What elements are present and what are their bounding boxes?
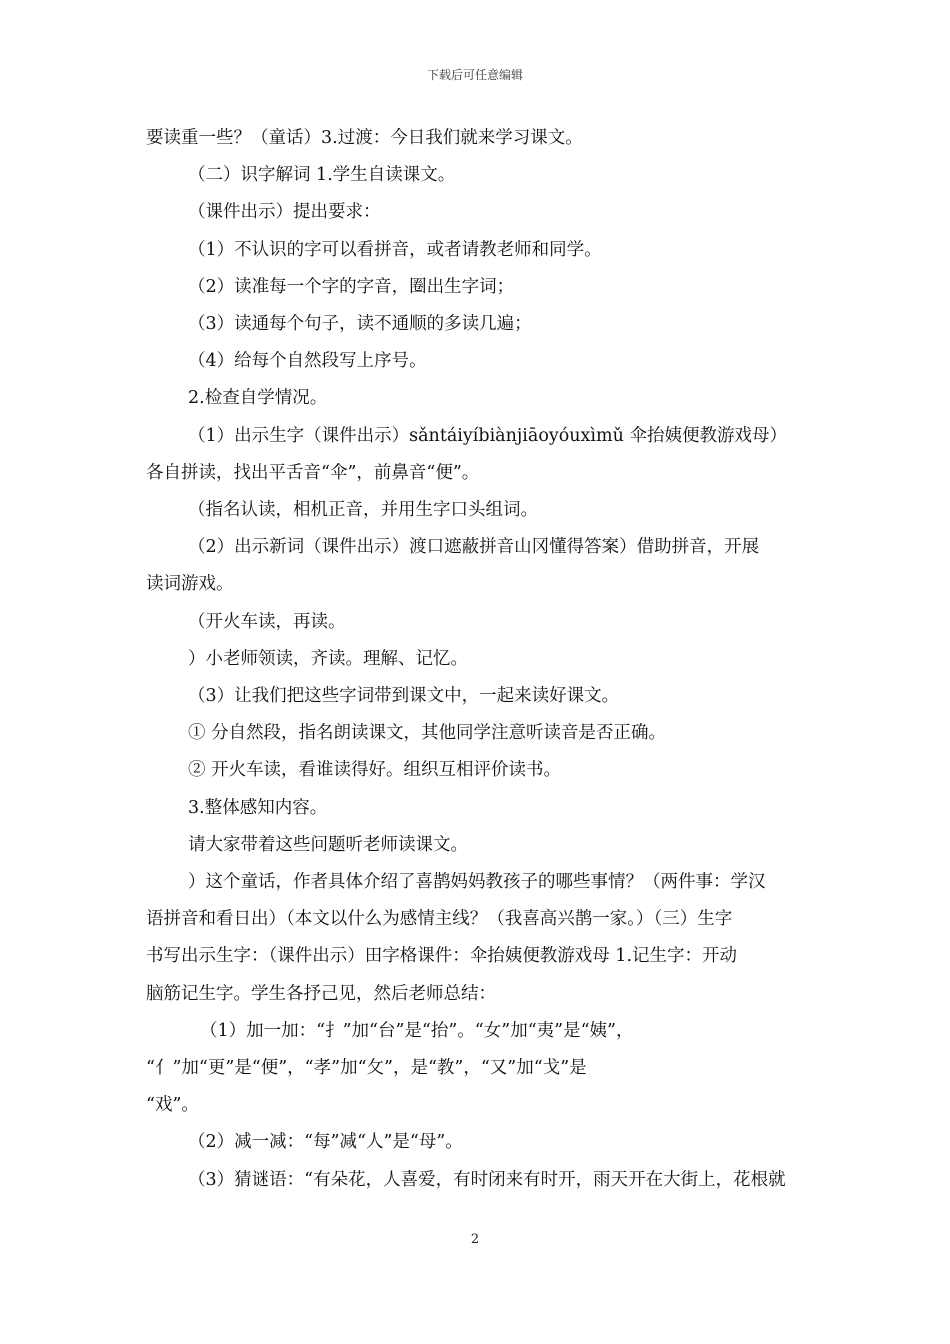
text-line: （2）减一减：“每”减“人”是“母”。: [188, 1132, 463, 1153]
document-body: [146, 120, 808, 1199]
text-line: “亻”加“更”是“便”，“孝”加“攵”，是“教”，“又”加“戈”是: [146, 1058, 587, 1079]
text-line: ② 开火车读，看谁读得好。组织互相评价读书。: [188, 760, 562, 781]
text-line: 读词游戏。: [146, 574, 234, 595]
text-line: ）这个童话，作者具体介绍了喜鹊妈妈教孩子的哪些事情？（两件事：学汉: [188, 872, 766, 893]
text-line: “戏”。: [146, 1095, 199, 1116]
text-line: （指名认读，相机正音，并用生字口头组词。: [188, 500, 538, 521]
text-line: 2.检查自学情况。: [188, 388, 328, 409]
page-header: 下载后可任意编辑: [426, 68, 523, 82]
text-line: 各自拼读，找出平舌音“伞”，前鼻音“便”。: [146, 462, 480, 483]
text-line: （1）加一加：“扌”加“台”是“抬”。“女”加“夷”是“姨”，: [200, 1020, 634, 1041]
text-line: （3）猜谜语：“有朵花，人喜爱，有时闭来有时开，雨天开在大街上，花根就: [188, 1169, 786, 1190]
text-line: （1）不认识的字可以看拼音，或者请教老师和同学。: [188, 239, 602, 260]
text-line: ）小老师领读，齐读。理解、记忆。: [188, 648, 468, 669]
text-line: 3.整体感知内容。: [188, 797, 328, 818]
text-line: 语拼音和看日出）（本文以什么为感情主线？（我喜高兴鹊一家。）（三）生字: [146, 909, 733, 930]
text-line: （开火车读，再读。: [188, 611, 346, 632]
text-line: （2）读准每一个字的字音，圈出生字词；: [188, 276, 515, 297]
text-line: （1）出示生字（课件出示）sǎntáiyíbiànjiāoyóuxìmǔ 伞抬姨便教游戏母）: [188, 425, 787, 446]
text-line: ① 分自然段，指名朗读课文，其他同学注意听读音是否正确。: [188, 723, 667, 744]
text-line: （2）出示新词（课件出示）渡口遮蔽拼音山冈懂得答案）借助拼音，开展: [188, 537, 760, 558]
text-line: 请大家带着这些问题听老师读课文。: [188, 834, 468, 855]
text-line: （3）让我们把这些字词带到课文中，一起来读好课文。: [188, 686, 620, 707]
text-line: 书写出示生字：（课件出示）田字格课件：伞抬姨便教游戏母 1.记生字：开动: [146, 946, 738, 967]
page-number: 2: [470, 1232, 480, 1247]
text-line: （3）读通每个句子，读不通顺的多读几遍；: [188, 314, 532, 335]
text-line: （课件出示）提出要求：: [188, 202, 381, 223]
text-line: （二）识字解词 1.学生自读课文。: [188, 165, 456, 186]
text-line: 脑筋记生字。学生各抒己见，然后老师总结：: [146, 983, 496, 1004]
text-line: （4）给每个自然段写上序号。: [188, 351, 427, 372]
text-line: 要读重一些？（童话）3.过渡：今日我们就来学习课文。: [146, 128, 583, 148]
